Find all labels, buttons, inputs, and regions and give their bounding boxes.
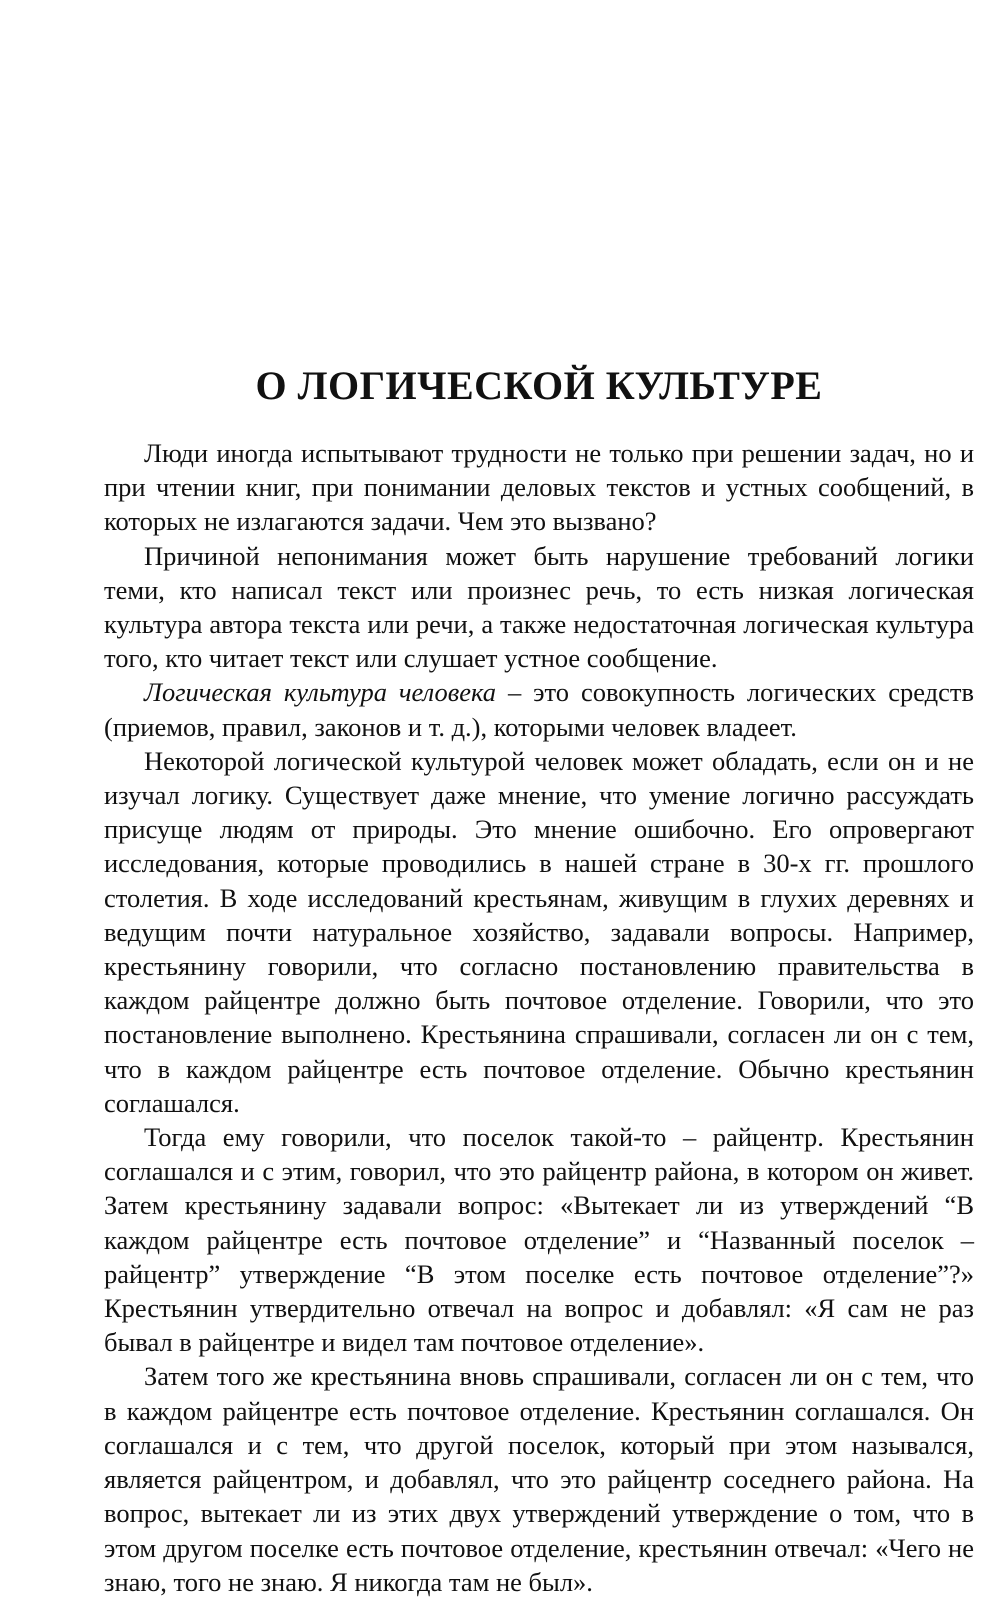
paragraph-3-definition [104,675,974,743]
definition-text: – это совокупность логических средств (приемов, правил, законов и т. д.), которыми человек владеет. [104,677,974,742]
body-text [104,436,974,1599]
definition-term: Логическая культура человека [144,677,497,708]
paragraph-1: Люди иногда испытывают трудности не только при решении задач, но и при чтении книг, при понимании деловых текстов и устных сообщений, в которых не излагаются задачи. Чем это вызвано? [104,438,974,537]
paragraph-5: Тогда ему говорили, что поселок такой-то – райцентр. Крестьянин соглашался и с этим, говорил, что это райцентр района, в котором он живет. Затем крестьянину задавали вопрос: «Вытекает ли из утверждений “В каждом райцентре есть почтовое отделение” и “Названный поселок – райцентр” утверждение “В этом поселке есть почтовое отделение”?» Крестьянин утвердительно отвечал на вопрос и добавлял: «Я сам не раз бывал в райцентре и видел там почтовое отделение». [104,1122,974,1358]
page [104,362,974,1599]
chapter-title: О ЛОГИЧЕСКОЙ КУЛЬТУРЕ [255,363,823,408]
paragraph-2: Причиной непонимания может быть нарушение требований логики теми, кто написал текст или произнес речь, то есть низкая логическая культура автора текста или речи, а также недостаточная логическая культура того, кто читает текст или слушает устное сообщение. [104,540,974,674]
paragraph-6: Затем того же крестьянина вновь спрашивали, согласен ли он с тем, что в каждом райцентре есть почтовое отделение. Крестьянин соглашался. Он соглашался и с тем, что другой поселок, который при этом назывался, является райцентром, и добавлял, что это райцентр соседнего района. На вопрос, вытекает ли из этих двух утверждений утверждение о том, что в этом другом поселке есть почтовое отделение, крестьянин отвечал: «Чего не знаю, того не знаю. Я никогда там не был». [104,1361,974,1597]
paragraph-4: Некоторой логической культурой человек может обладать, если он и не изучал логику. Существует даже мнение, что умение логично рассуждать присуще людям от природы. Это мнение ошибочно. Его опровергают исследования, которые проводились в нашей стране в 30-х гг. прошлого столетия. В ходе исследований крестьянам, живущим в глухих деревнях и ведущим почти натуральное хозяйство, задавали вопросы. Например, крестьянину говорили, что согласно постановлению правительства в каждом райцентре должно быть почтовое отделение. Говорили, что это постановление выполнено. Крестьянина спрашивали, согласен ли он с тем, что в каждом райцентре есть почтовое отделение. Обычно крестьянин соглашался. [104,745,974,1118]
